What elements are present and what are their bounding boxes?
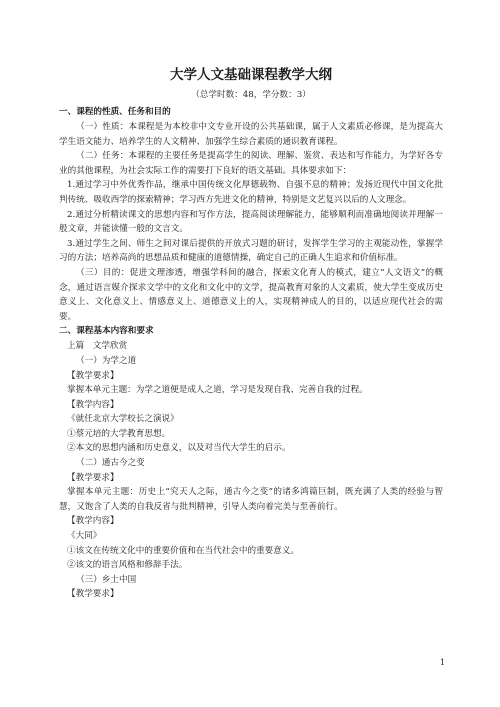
unit-heading-1: （一）为学之道 bbox=[76, 355, 137, 366]
unit-2-requirement: 掌握本单元主题：历史上“究天人之际，通古今之变”的诸多鸿篇巨制，既充满了人类的经验与智慧，又饱含了人类的自我反省与批判精神，引导人类向着完美与至善前行。 bbox=[59, 487, 443, 512]
teaching-content-label: 【教学内容】 bbox=[67, 399, 119, 410]
paragraph-nature: （一）性质：本课程是为本校非中文专业开设的公共基础课，属于人文素质必修课，是为提高大学生语文能力、培养学生的人文精神、加强学生综合素质的通识教育课程。 bbox=[59, 122, 443, 147]
paragraph-requirement-1: 1.通过学习中外优秀作品，继承中国传统文化厚德载物、自强不息的精神；发扬近现代中国文化批判传统、吸收西学的探索精神；学习西方先进文化的精神，特别是文艺复兴以后的人文理念。 bbox=[59, 180, 443, 205]
unit-heading-3: （三）乡土中国 bbox=[76, 574, 137, 585]
unit-2-item-2: ②该文的语言风格和修辞手法。 bbox=[67, 560, 188, 571]
unit-1-item-1: ①蔡元培的大学教育思想。 bbox=[67, 428, 171, 439]
unit-1-item-2: ②本文的思想内涵和历史意义，以及对当代大学生的启示。 bbox=[67, 443, 291, 454]
document-title: 大学人文基础课程教学大纲 bbox=[170, 67, 332, 83]
unit-heading-2: （二）通古今之变 bbox=[76, 458, 145, 469]
unit-1-text: 《就任北京大学校长之演说》 bbox=[67, 414, 179, 425]
section-heading-2: 二、课程基本内容和要求 bbox=[59, 326, 154, 337]
document-subtitle: （总学时数：48，学分数：3） bbox=[191, 90, 311, 100]
unit-2-text: 《大同》 bbox=[67, 531, 102, 542]
part-heading: 上篇 文学欣赏 bbox=[67, 341, 128, 352]
teaching-content-label: 【教学内容】 bbox=[67, 516, 119, 527]
paragraph-task: （二）任务：本课程的主要任务是提高学生的阅读、理解、鉴赏、表达和写作能力，为学好各专业的其他课程，为社会实际工作的需要打下良好的语文基础。具体要求如下： bbox=[59, 151, 443, 176]
paragraph-requirement-3: 3.通过学生之间、师生之间对课后提供的开放式习题的研讨，发挥学生学习的主观能动性，掌握学习的方法；培养高尚的思想品质和健康的道德情操，确定自己的正确人生追求和价值标准。 bbox=[59, 238, 443, 264]
section-heading-1: 一、课程的性质、任务和目的 bbox=[59, 107, 171, 117]
unit-2-item-1: ①该文在传统文化中的重要价值和在当代社会中的重要意义。 bbox=[67, 545, 300, 556]
teaching-requirement-label: 【教学要求】 bbox=[67, 589, 119, 600]
paragraph-requirement-2: 2.通过分析精读课文的思想内容和写作方法，提高阅读理解能力，能够顺利而准确地阅读并理解一般文章，并能读懂一般的文言文。 bbox=[59, 209, 443, 235]
unit-1-requirement: 掌握本单元主题：为学之道便是成人之道，学习是发现自我、完善自我的过程。 bbox=[67, 385, 368, 396]
teaching-requirement-label: 【教学要求】 bbox=[67, 370, 119, 381]
page-number: 1 bbox=[440, 658, 446, 667]
paragraph-purpose: （三）目的：促进文理渗透，增强学科间的融合，探索文化育人的模式，建立“人文语文”的概念，通过语言媒介探求文学中的文化和文化中的文学，提高教育对象的人文素质，使大学生变成历史意义上、文化意义上、情感意义上、道德意义上的人，实现精神成人的目的，以适应现代社会的需要。 bbox=[59, 267, 443, 322]
teaching-requirement-label: 【教学要求】 bbox=[67, 472, 119, 483]
